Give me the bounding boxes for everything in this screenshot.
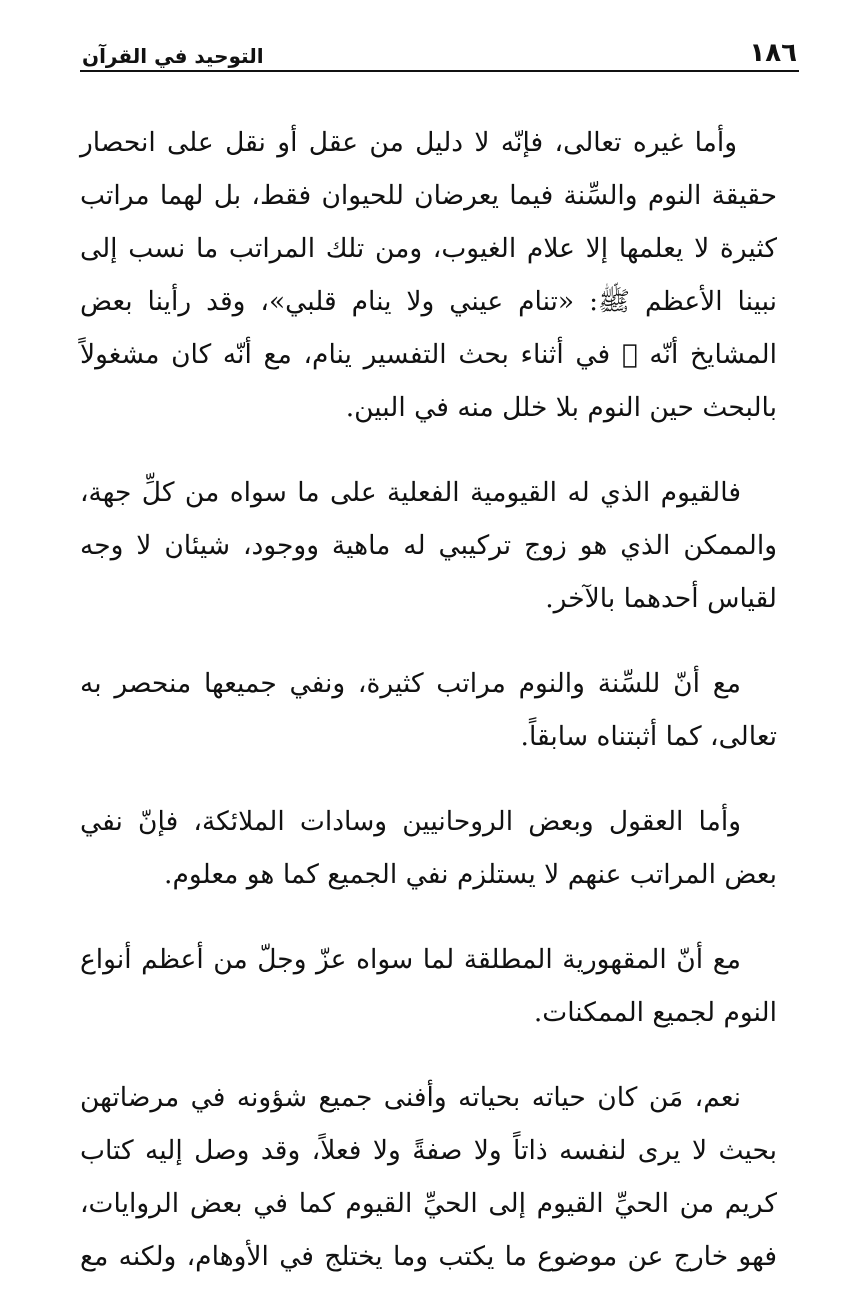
paragraph: مع أنّ للسِّنة والنوم مراتب كثيرة، ونفي جميعها منحصر به تعالى، كما أثبتناه سابقاً. — [80, 668, 777, 752]
paragraph: مع أنّ المقهورية المطلقة لما سواه عزّ وجلّ من أعظم أنواع النوم لجميع الممكنات. — [80, 944, 777, 1028]
running-head — [82, 30, 797, 66]
paragraph: وأما غيره تعالى، فإنّه لا دليل من عقل أو نقل على انحصار حقيقة النوم والسِّنة فيما يعرضان للحيوان فقط، بل لهما مراتب كثيرة لا يعلمها إلا علام الغيوب، ومن تلك المراتب ما نسب إلى نبينا الأعظم ﷺ: «تنام عيني ولا ينام قلبي»، وقد رأينا بعض المشايخ أنّه ﷬ في أثناء بحث التفسير ينام، مع أنّه كان مشغولاً بالبحث حين النوم بلا خلل منه في البين. — [80, 127, 777, 423]
paragraph: نعم، مَن كان حياته بحياته وأفنى جميع شؤونه في مرضاتهن بحيث لا يرى لنفسه ذاتاً ولا صفةً ولا فعلاً، وقد وصل إليه كتاب كريم من الحيِّ القيوم إلى الحيِّ القيوم كما في بعض الروايات، فهو خارج عن موضوع ما يكتب وما يختلج في الأوهام، ولكنه مع — [80, 1082, 777, 1272]
header-rule — [80, 70, 799, 72]
paragraph: فالقيوم الذي له القيومية الفعلية على ما سواه من كلِّ جهة، والممكن الذي هو زوج تركيبي له ماهية ووجود، شيئان لا وجه لقياس أحدهما بالآخر. — [80, 477, 777, 614]
paragraph: وأما العقول وبعض الروحانيين وسادات الملائكة، فإنّ نفي بعض المراتب عنهم لا يستلزم نفي الجميع كما هو معلوم. — [80, 806, 777, 890]
body-text — [80, 116, 777, 1315]
page-number: ١٨٦ — [749, 38, 797, 68]
running-title: التوحيد في القرآن — [82, 44, 264, 68]
